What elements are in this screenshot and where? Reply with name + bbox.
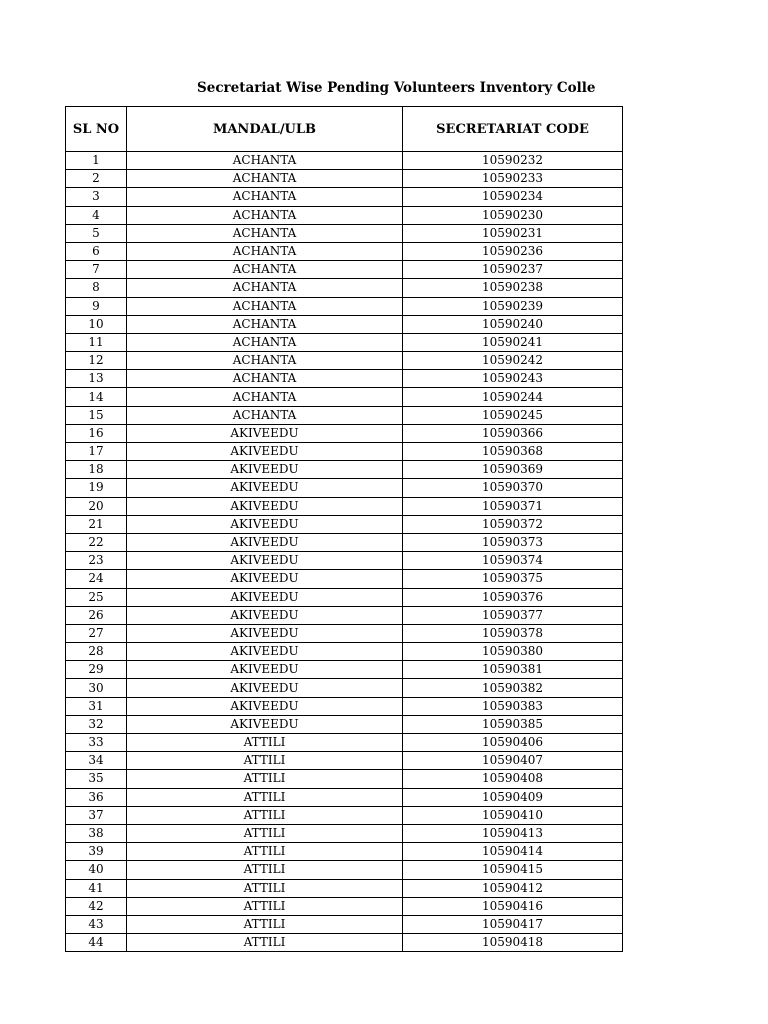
cell-mandal-ulb: AKIVEEDU: [127, 443, 403, 461]
cell-mandal-ulb: AKIVEEDU: [127, 715, 403, 733]
cell-secretariat-code: 10590408: [403, 770, 623, 788]
cell-sl-no: 19: [66, 479, 127, 497]
cell-sl-no: 42: [66, 897, 127, 915]
cell-secretariat-code: 10590237: [403, 261, 623, 279]
cell-secretariat-code: 10590416: [403, 897, 623, 915]
cell-mandal-ulb: ACHANTA: [127, 242, 403, 260]
cell-secretariat-code: 10590383: [403, 697, 623, 715]
table-row: [66, 570, 623, 588]
cell-secretariat-code: 10590233: [403, 170, 623, 188]
table-row: [66, 843, 623, 861]
cell-secretariat-code: 10590236: [403, 242, 623, 260]
cell-secretariat-code: 10590230: [403, 206, 623, 224]
cell-secretariat-code: 10590231: [403, 224, 623, 242]
table-row: [66, 406, 623, 424]
cell-mandal-ulb: ATTILI: [127, 934, 403, 952]
cell-secretariat-code: 10590239: [403, 297, 623, 315]
table-row: [66, 661, 623, 679]
cell-mandal-ulb: ATTILI: [127, 752, 403, 770]
cell-sl-no: 28: [66, 643, 127, 661]
table-row: [66, 588, 623, 606]
cell-sl-no: 13: [66, 370, 127, 388]
cell-secretariat-code: 10590375: [403, 570, 623, 588]
cell-sl-no: 36: [66, 788, 127, 806]
cell-secretariat-code: 10590366: [403, 424, 623, 442]
cell-sl-no: 8: [66, 279, 127, 297]
header-sl-no: SL NO: [66, 107, 127, 152]
cell-mandal-ulb: ATTILI: [127, 915, 403, 933]
cell-secretariat-code: 10590380: [403, 643, 623, 661]
cell-sl-no: 24: [66, 570, 127, 588]
cell-sl-no: 17: [66, 443, 127, 461]
cell-secretariat-code: 10590371: [403, 497, 623, 515]
cell-mandal-ulb: ACHANTA: [127, 297, 403, 315]
cell-secretariat-code: 10590242: [403, 352, 623, 370]
cell-secretariat-code: 10590412: [403, 879, 623, 897]
cell-mandal-ulb: ACHANTA: [127, 188, 403, 206]
cell-sl-no: 32: [66, 715, 127, 733]
cell-secretariat-code: 10590369: [403, 461, 623, 479]
cell-secretariat-code: 10590373: [403, 533, 623, 551]
table-row: [66, 788, 623, 806]
cell-secretariat-code: 10590409: [403, 788, 623, 806]
cell-secretariat-code: 10590376: [403, 588, 623, 606]
table-row: [66, 879, 623, 897]
cell-mandal-ulb: ATTILI: [127, 788, 403, 806]
table-row: [66, 552, 623, 570]
cell-secretariat-code: 10590372: [403, 515, 623, 533]
cell-mandal-ulb: AKIVEEDU: [127, 424, 403, 442]
cell-secretariat-code: 10590244: [403, 388, 623, 406]
cell-secretariat-code: 10590410: [403, 806, 623, 824]
table-row: [66, 824, 623, 842]
table-row: [66, 424, 623, 442]
cell-sl-no: 2: [66, 170, 127, 188]
cell-mandal-ulb: ACHANTA: [127, 206, 403, 224]
cell-sl-no: 30: [66, 679, 127, 697]
cell-secretariat-code: 10590407: [403, 752, 623, 770]
cell-mandal-ulb: AKIVEEDU: [127, 515, 403, 533]
cell-mandal-ulb: AKIVEEDU: [127, 606, 403, 624]
table-row: [66, 461, 623, 479]
cell-secretariat-code: 10590415: [403, 861, 623, 879]
table-row: [66, 242, 623, 260]
cell-sl-no: 15: [66, 406, 127, 424]
cell-mandal-ulb: AKIVEEDU: [127, 661, 403, 679]
cell-secretariat-code: 10590418: [403, 934, 623, 952]
cell-sl-no: 34: [66, 752, 127, 770]
cell-mandal-ulb: ACHANTA: [127, 224, 403, 242]
cell-secretariat-code: 10590406: [403, 734, 623, 752]
table-row: [66, 279, 623, 297]
header-row: [66, 107, 623, 152]
header-mandal-ulb: MANDAL/ULB: [127, 107, 403, 152]
secretariat-table: [65, 106, 623, 952]
table-row: [66, 861, 623, 879]
cell-secretariat-code: 10590368: [403, 443, 623, 461]
table-row: [66, 734, 623, 752]
table-body: [66, 152, 623, 952]
cell-secretariat-code: 10590385: [403, 715, 623, 733]
table-row: [66, 915, 623, 933]
cell-secretariat-code: 10590417: [403, 915, 623, 933]
cell-secretariat-code: 10590243: [403, 370, 623, 388]
cell-mandal-ulb: ACHANTA: [127, 333, 403, 351]
cell-sl-no: 29: [66, 661, 127, 679]
cell-mandal-ulb: ATTILI: [127, 879, 403, 897]
cell-sl-no: 23: [66, 552, 127, 570]
cell-mandal-ulb: ATTILI: [127, 770, 403, 788]
table-row: [66, 806, 623, 824]
cell-mandal-ulb: AKIVEEDU: [127, 697, 403, 715]
cell-sl-no: 7: [66, 261, 127, 279]
cell-sl-no: 25: [66, 588, 127, 606]
cell-sl-no: 21: [66, 515, 127, 533]
table-row: [66, 170, 623, 188]
cell-mandal-ulb: ACHANTA: [127, 406, 403, 424]
cell-mandal-ulb: AKIVEEDU: [127, 479, 403, 497]
table-row: [66, 152, 623, 170]
cell-mandal-ulb: AKIVEEDU: [127, 533, 403, 551]
table-row: [66, 188, 623, 206]
cell-sl-no: 38: [66, 824, 127, 842]
table-row: [66, 643, 623, 661]
cell-secretariat-code: 10590240: [403, 315, 623, 333]
cell-secretariat-code: 10590378: [403, 624, 623, 642]
table-row: [66, 679, 623, 697]
table-row: [66, 388, 623, 406]
cell-mandal-ulb: ACHANTA: [127, 279, 403, 297]
cell-mandal-ulb: ACHANTA: [127, 352, 403, 370]
table-row: [66, 479, 623, 497]
cell-sl-no: 26: [66, 606, 127, 624]
cell-sl-no: 10: [66, 315, 127, 333]
cell-secretariat-code: 10590245: [403, 406, 623, 424]
cell-mandal-ulb: ACHANTA: [127, 170, 403, 188]
cell-mandal-ulb: ATTILI: [127, 861, 403, 879]
cell-sl-no: 33: [66, 734, 127, 752]
cell-mandal-ulb: ATTILI: [127, 824, 403, 842]
cell-mandal-ulb: AKIVEEDU: [127, 497, 403, 515]
cell-mandal-ulb: ATTILI: [127, 843, 403, 861]
cell-sl-no: 18: [66, 461, 127, 479]
cell-sl-no: 12: [66, 352, 127, 370]
cell-sl-no: 4: [66, 206, 127, 224]
table-row: [66, 606, 623, 624]
table-row: [66, 770, 623, 788]
cell-sl-no: 44: [66, 934, 127, 952]
table-row: [66, 515, 623, 533]
cell-secretariat-code: 10590232: [403, 152, 623, 170]
table-row: [66, 697, 623, 715]
cell-sl-no: 1: [66, 152, 127, 170]
cell-sl-no: 20: [66, 497, 127, 515]
table-row: [66, 934, 623, 952]
cell-secretariat-code: 10590241: [403, 333, 623, 351]
page-title: Secretariat Wise Pending Volunteers Inventory Colle: [197, 80, 596, 96]
cell-sl-no: 5: [66, 224, 127, 242]
table-row: [66, 261, 623, 279]
cell-mandal-ulb: AKIVEEDU: [127, 624, 403, 642]
cell-sl-no: 39: [66, 843, 127, 861]
cell-secretariat-code: 10590382: [403, 679, 623, 697]
cell-secretariat-code: 10590238: [403, 279, 623, 297]
cell-sl-no: 6: [66, 242, 127, 260]
table-row: [66, 715, 623, 733]
cell-secretariat-code: 10590413: [403, 824, 623, 842]
cell-sl-no: 3: [66, 188, 127, 206]
cell-secretariat-code: 10590234: [403, 188, 623, 206]
cell-mandal-ulb: AKIVEEDU: [127, 552, 403, 570]
title-area: [0, 76, 621, 100]
cell-sl-no: 22: [66, 533, 127, 551]
table-row: [66, 224, 623, 242]
table-row: [66, 533, 623, 551]
table-row: [66, 624, 623, 642]
cell-secretariat-code: 10590414: [403, 843, 623, 861]
cell-sl-no: 11: [66, 333, 127, 351]
header-secretariat-code: SECRETARIAT CODE: [403, 107, 623, 152]
cell-mandal-ulb: ACHANTA: [127, 152, 403, 170]
cell-mandal-ulb: ACHANTA: [127, 370, 403, 388]
cell-sl-no: 35: [66, 770, 127, 788]
cell-secretariat-code: 10590377: [403, 606, 623, 624]
table-row: [66, 206, 623, 224]
cell-mandal-ulb: ATTILI: [127, 897, 403, 915]
cell-mandal-ulb: AKIVEEDU: [127, 570, 403, 588]
cell-mandal-ulb: ACHANTA: [127, 261, 403, 279]
table-row: [66, 297, 623, 315]
cell-mandal-ulb: ATTILI: [127, 734, 403, 752]
table-row: [66, 333, 623, 351]
cell-mandal-ulb: AKIVEEDU: [127, 679, 403, 697]
cell-sl-no: 31: [66, 697, 127, 715]
cell-sl-no: 14: [66, 388, 127, 406]
cell-mandal-ulb: ACHANTA: [127, 388, 403, 406]
cell-sl-no: 40: [66, 861, 127, 879]
cell-sl-no: 37: [66, 806, 127, 824]
cell-mandal-ulb: AKIVEEDU: [127, 588, 403, 606]
table-row: [66, 315, 623, 333]
table-row: [66, 370, 623, 388]
table-row: [66, 352, 623, 370]
cell-sl-no: 27: [66, 624, 127, 642]
table-row: [66, 497, 623, 515]
cell-sl-no: 43: [66, 915, 127, 933]
cell-mandal-ulb: AKIVEEDU: [127, 643, 403, 661]
cell-mandal-ulb: AKIVEEDU: [127, 461, 403, 479]
cell-mandal-ulb: ACHANTA: [127, 315, 403, 333]
table-row: [66, 897, 623, 915]
cell-secretariat-code: 10590374: [403, 552, 623, 570]
cell-sl-no: 9: [66, 297, 127, 315]
table-row: [66, 443, 623, 461]
cell-sl-no: 16: [66, 424, 127, 442]
cell-sl-no: 41: [66, 879, 127, 897]
cell-secretariat-code: 10590370: [403, 479, 623, 497]
cell-mandal-ulb: ATTILI: [127, 806, 403, 824]
cell-secretariat-code: 10590381: [403, 661, 623, 679]
table-row: [66, 752, 623, 770]
